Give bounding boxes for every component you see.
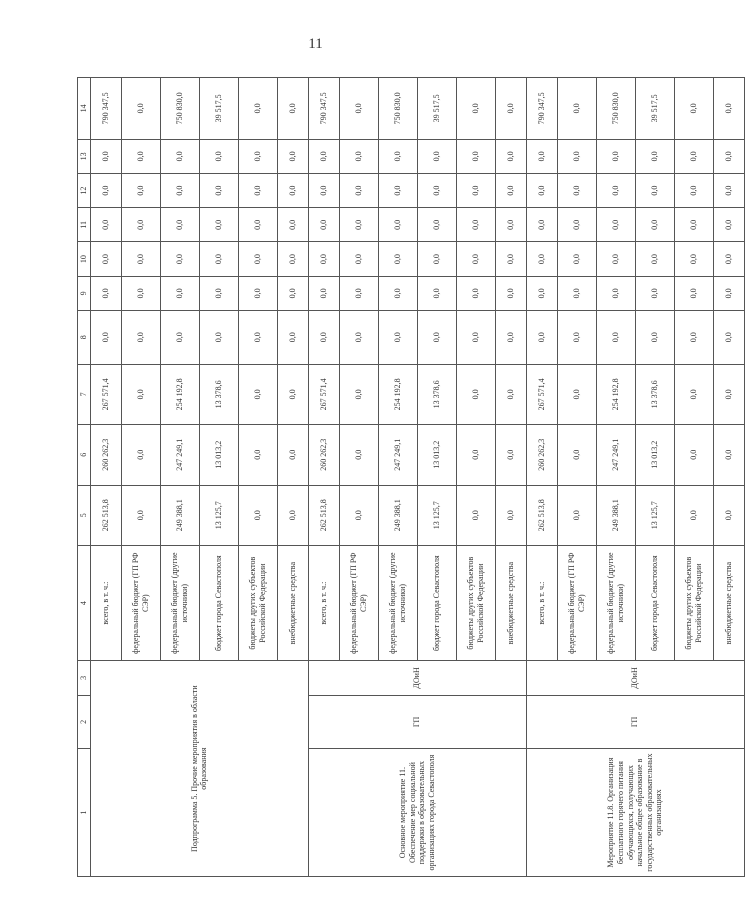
funding-source-cell: бюджеты других субъектов Российской Федерации (674, 546, 713, 661)
value-cell: 0,0 (557, 310, 596, 364)
value-cell: 0,0 (417, 276, 456, 310)
value-cell: 0,0 (160, 208, 199, 242)
col-header: 5 (78, 485, 91, 545)
value-cell: 0,0 (378, 173, 417, 207)
value-cell: 0,0 (417, 208, 456, 242)
budget-table (77, 77, 745, 877)
value-cell: 0,0 (495, 425, 526, 485)
value-cell: 0,0 (121, 139, 160, 173)
value-cell: 0,0 (339, 425, 378, 485)
value-cell: 0,0 (456, 139, 495, 173)
value-cell: 0,0 (121, 310, 160, 364)
page-number: 11 (308, 36, 323, 52)
value-cell: 0,0 (308, 242, 339, 276)
value-cell: 0,0 (308, 276, 339, 310)
value-cell: 0,0 (596, 139, 635, 173)
value-cell: 0,0 (674, 242, 713, 276)
value-cell: 0,0 (121, 78, 160, 140)
value-cell: 0,0 (495, 208, 526, 242)
value-cell: 0,0 (495, 139, 526, 173)
value-cell: 267 571,4 (308, 364, 339, 424)
value-cell: 0,0 (160, 139, 199, 173)
value-cell: 0,0 (417, 310, 456, 364)
value-cell: 249 388,1 (596, 485, 635, 545)
col-header: 11 (78, 208, 91, 242)
value-cell: 0,0 (557, 425, 596, 485)
value-cell: 0,0 (495, 485, 526, 545)
value-cell: 0,0 (238, 208, 277, 242)
value-cell: 0,0 (526, 242, 557, 276)
value-cell: 13 378,6 (417, 364, 456, 424)
col-header: 1 (78, 749, 91, 877)
col-header: 12 (78, 173, 91, 207)
col-header: 7 (78, 364, 91, 424)
value-cell: 267 571,4 (526, 364, 557, 424)
value-cell: 0,0 (674, 364, 713, 424)
funding-source-cell: федеральный бюджет (другие источники) (378, 546, 417, 661)
table-row (90, 78, 121, 877)
value-cell: 13 125,7 (417, 485, 456, 545)
value-cell: 0,0 (199, 276, 238, 310)
value-cell: 0,0 (160, 276, 199, 310)
funding-source-cell: внебюджетные средства (713, 546, 744, 661)
value-cell: 0,0 (121, 242, 160, 276)
value-cell: 0,0 (526, 310, 557, 364)
value-cell: 0,0 (713, 276, 744, 310)
value-cell: 0,0 (674, 139, 713, 173)
value-cell: 0,0 (277, 173, 308, 207)
funding-source-cell: федеральный бюджет (ГП РФ СЭР) (339, 546, 378, 661)
value-cell: 0,0 (557, 364, 596, 424)
value-cell: 0,0 (238, 242, 277, 276)
value-cell: 0,0 (557, 208, 596, 242)
funding-source-cell: бюджет города Севастополя (417, 546, 456, 661)
value-cell: 0,0 (277, 276, 308, 310)
value-cell: 0,0 (526, 139, 557, 173)
value-cell: 0,0 (199, 139, 238, 173)
value-cell: 0,0 (674, 78, 713, 140)
value-cell: 0,0 (90, 208, 121, 242)
value-cell: 249 388,1 (378, 485, 417, 545)
value-cell: 0,0 (526, 276, 557, 310)
value-cell: 0,0 (557, 485, 596, 545)
value-cell: 39 517,5 (417, 78, 456, 140)
value-cell: 0,0 (121, 485, 160, 545)
value-cell: 0,0 (635, 173, 674, 207)
value-cell: 0,0 (456, 364, 495, 424)
value-cell: 262 513,8 (526, 485, 557, 545)
value-cell: 0,0 (495, 173, 526, 207)
funding-source-cell: бюджет города Севастополя (635, 546, 674, 661)
value-cell: 0,0 (277, 425, 308, 485)
value-cell: 0,0 (308, 310, 339, 364)
value-cell: 0,0 (339, 78, 378, 140)
value-cell: 39 517,5 (199, 78, 238, 140)
value-cell: 0,0 (90, 173, 121, 207)
col-header: 6 (78, 425, 91, 485)
value-cell: 13 125,7 (635, 485, 674, 545)
value-cell: 0,0 (495, 78, 526, 140)
value-cell: 247 249,1 (160, 425, 199, 485)
value-cell: 0,0 (121, 276, 160, 310)
value-cell: 0,0 (238, 276, 277, 310)
value-cell: 0,0 (495, 276, 526, 310)
value-cell: 0,0 (160, 173, 199, 207)
value-cell: 0,0 (557, 139, 596, 173)
value-cell: 0,0 (635, 242, 674, 276)
value-cell: 0,0 (674, 485, 713, 545)
value-cell: 0,0 (339, 485, 378, 545)
value-cell: 13 013,2 (199, 425, 238, 485)
value-cell: 0,0 (674, 310, 713, 364)
value-cell: 0,0 (596, 208, 635, 242)
value-cell: 13 378,6 (199, 364, 238, 424)
col-header: 14 (78, 78, 91, 140)
value-cell: 0,0 (199, 173, 238, 207)
funding-source-cell: бюджеты других субъектов Российской Федерации (238, 546, 277, 661)
value-cell: 0,0 (339, 310, 378, 364)
funding-source-cell: федеральный бюджет (ГП РФ СЭР) (557, 546, 596, 661)
col-header: 13 (78, 139, 91, 173)
value-cell: 0,0 (713, 139, 744, 173)
value-cell: 0,0 (378, 242, 417, 276)
value-cell: 0,0 (495, 242, 526, 276)
value-cell: 0,0 (713, 208, 744, 242)
col-header: 10 (78, 242, 91, 276)
value-cell: 0,0 (378, 139, 417, 173)
value-cell: 0,0 (199, 242, 238, 276)
value-cell: 750 830,0 (378, 78, 417, 140)
value-cell: 13 378,6 (635, 364, 674, 424)
value-cell: 0,0 (557, 173, 596, 207)
value-cell: 0,0 (674, 173, 713, 207)
value-cell: 0,0 (526, 208, 557, 242)
value-cell: 0,0 (635, 310, 674, 364)
value-cell: 0,0 (339, 173, 378, 207)
value-cell: 0,0 (557, 276, 596, 310)
value-cell: 262 513,8 (90, 485, 121, 545)
value-cell: 0,0 (277, 485, 308, 545)
value-cell: 0,0 (238, 425, 277, 485)
program-code-cell: ГП (308, 695, 526, 749)
table-row (526, 78, 557, 877)
value-cell: 267 571,4 (90, 364, 121, 424)
value-cell: 247 249,1 (378, 425, 417, 485)
value-cell: 262 513,8 (308, 485, 339, 545)
value-cell: 0,0 (238, 139, 277, 173)
value-cell: 0,0 (378, 208, 417, 242)
value-cell: 0,0 (90, 276, 121, 310)
value-cell: 0,0 (456, 242, 495, 276)
value-cell: 0,0 (277, 364, 308, 424)
executor-cell: ДОиН (308, 661, 526, 695)
program-code-cell: ГП (526, 695, 744, 749)
value-cell: 0,0 (557, 78, 596, 140)
value-cell: 0,0 (90, 310, 121, 364)
funding-source-cell: федеральный бюджет (другие источники) (160, 546, 199, 661)
value-cell: 260 262,3 (526, 425, 557, 485)
value-cell: 0,0 (417, 139, 456, 173)
value-cell: 249 388,1 (160, 485, 199, 545)
value-cell: 0,0 (456, 276, 495, 310)
funding-source-cell: всего, в т. ч.: (308, 546, 339, 661)
value-cell: 0,0 (199, 208, 238, 242)
value-cell: 0,0 (160, 310, 199, 364)
value-cell: 254 192,8 (378, 364, 417, 424)
value-cell: 0,0 (121, 173, 160, 207)
value-cell: 750 830,0 (596, 78, 635, 140)
col-header: 4 (78, 546, 91, 661)
value-cell: 0,0 (277, 208, 308, 242)
table-row (308, 78, 339, 877)
value-cell: 0,0 (121, 208, 160, 242)
value-cell: 0,0 (526, 173, 557, 207)
value-cell: 0,0 (417, 173, 456, 207)
value-cell: 0,0 (456, 485, 495, 545)
program-name-cell: Основное мероприятие 11. Обеспечение мер социальной поддержки в образовательных организациях города Севастополя (308, 749, 526, 877)
value-cell: 0,0 (277, 310, 308, 364)
value-cell: 0,0 (674, 425, 713, 485)
funding-source-cell: всего, в т. ч.: (526, 546, 557, 661)
value-cell: 790 347,5 (526, 78, 557, 140)
value-cell: 0,0 (378, 310, 417, 364)
value-cell: 0,0 (378, 276, 417, 310)
program-name-cell: Подпрограмма 5. Прочие мероприятия в области образования (90, 661, 308, 877)
value-cell: 0,0 (308, 139, 339, 173)
value-cell: 0,0 (713, 310, 744, 364)
value-cell: 0,0 (339, 139, 378, 173)
value-cell: 0,0 (713, 173, 744, 207)
funding-source-cell: федеральный бюджет (другие источники) (596, 546, 635, 661)
value-cell: 0,0 (596, 310, 635, 364)
value-cell: 254 192,8 (596, 364, 635, 424)
funding-source-cell: бюджет города Севастополя (199, 546, 238, 661)
value-cell: 0,0 (596, 276, 635, 310)
funding-source-cell: внебюджетные средства (277, 546, 308, 661)
value-cell: 0,0 (713, 485, 744, 545)
value-cell: 0,0 (90, 139, 121, 173)
value-cell: 0,0 (713, 364, 744, 424)
value-cell: 0,0 (713, 425, 744, 485)
value-cell: 0,0 (90, 242, 121, 276)
value-cell: 750 830,0 (160, 78, 199, 140)
col-header: 9 (78, 276, 91, 310)
value-cell: 0,0 (456, 425, 495, 485)
value-cell: 39 517,5 (635, 78, 674, 140)
col-header: 3 (78, 661, 91, 695)
value-cell: 0,0 (674, 276, 713, 310)
value-cell: 0,0 (596, 242, 635, 276)
value-cell: 0,0 (635, 139, 674, 173)
value-cell: 0,0 (596, 173, 635, 207)
value-cell: 0,0 (456, 310, 495, 364)
executor-cell: ДОиН (526, 661, 744, 695)
value-cell: 0,0 (495, 364, 526, 424)
funding-source-cell: бюджеты других субъектов Российской Федерации (456, 546, 495, 661)
program-name-cell: Мероприятие 11.8. Организация бесплатного горячего питания обучающихся, получающих начальное общее образование в государственных образовательных организациях (526, 749, 744, 877)
value-cell: 0,0 (277, 139, 308, 173)
col-header: 8 (78, 310, 91, 364)
value-cell: 254 192,8 (160, 364, 199, 424)
value-cell: 0,0 (238, 173, 277, 207)
value-cell: 0,0 (713, 78, 744, 140)
rotated-table-container (77, 77, 733, 877)
value-cell: 0,0 (456, 173, 495, 207)
value-cell: 790 347,5 (308, 78, 339, 140)
value-cell: 260 262,3 (90, 425, 121, 485)
value-cell: 0,0 (339, 208, 378, 242)
col-header: 2 (78, 695, 91, 749)
value-cell: 247 249,1 (596, 425, 635, 485)
value-cell: 13 013,2 (635, 425, 674, 485)
value-cell: 0,0 (277, 78, 308, 140)
column-number-row (78, 78, 91, 877)
value-cell: 0,0 (238, 310, 277, 364)
value-cell: 0,0 (121, 425, 160, 485)
value-cell: 0,0 (495, 310, 526, 364)
value-cell: 0,0 (238, 78, 277, 140)
value-cell: 0,0 (713, 242, 744, 276)
value-cell: 0,0 (339, 276, 378, 310)
value-cell: 13 125,7 (199, 485, 238, 545)
value-cell: 0,0 (635, 276, 674, 310)
value-cell: 0,0 (308, 208, 339, 242)
value-cell: 0,0 (160, 242, 199, 276)
value-cell: 790 347,5 (90, 78, 121, 140)
value-cell: 0,0 (635, 208, 674, 242)
funding-source-cell: внебюджетные средства (495, 546, 526, 661)
value-cell: 0,0 (339, 364, 378, 424)
funding-source-cell: всего, в т. ч.: (90, 546, 121, 661)
value-cell: 0,0 (557, 242, 596, 276)
value-cell: 0,0 (456, 208, 495, 242)
value-cell: 13 013,2 (417, 425, 456, 485)
value-cell: 260 262,3 (308, 425, 339, 485)
value-cell: 0,0 (238, 485, 277, 545)
value-cell: 0,0 (456, 78, 495, 140)
funding-source-cell: федеральный бюджет (ГП РФ СЭР) (121, 546, 160, 661)
value-cell: 0,0 (674, 208, 713, 242)
value-cell: 0,0 (277, 242, 308, 276)
value-cell: 0,0 (308, 173, 339, 207)
value-cell: 0,0 (238, 364, 277, 424)
value-cell: 0,0 (199, 310, 238, 364)
value-cell: 0,0 (339, 242, 378, 276)
value-cell: 0,0 (417, 242, 456, 276)
value-cell: 0,0 (121, 364, 160, 424)
table-body (78, 78, 745, 877)
